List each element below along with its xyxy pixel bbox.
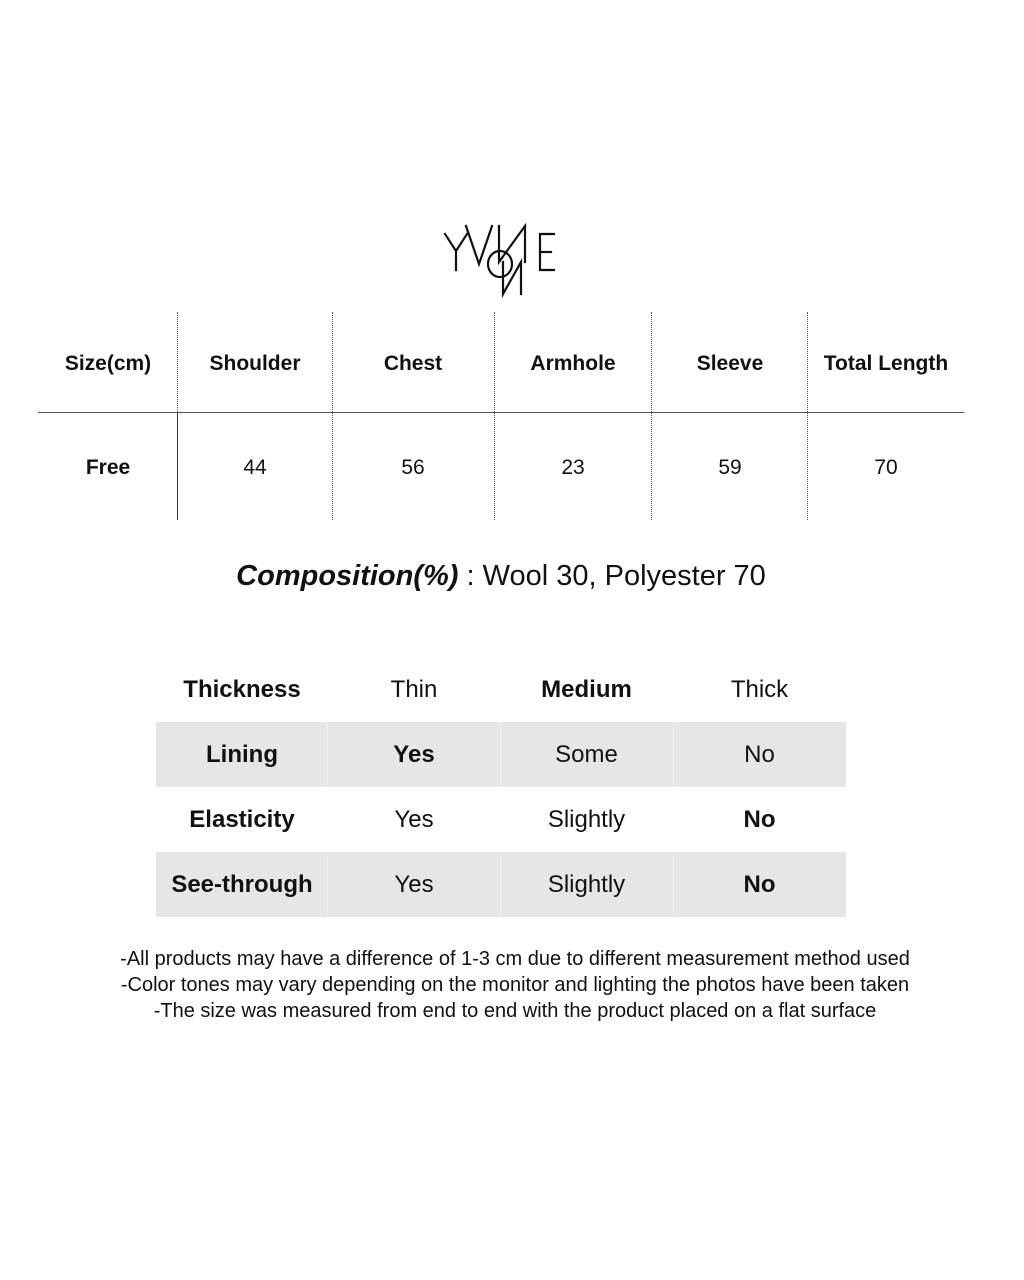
note-line: -The size was measured from end to end with the product placed on a flat surface [153, 1000, 877, 1022]
fabric-row-thickness [156, 657, 846, 722]
fabric-row-elasticity [156, 787, 846, 852]
size-value-size: Free [85, 456, 131, 479]
fabric-option: No [744, 740, 775, 768]
note-line: -Color tones may vary depending on the monitor and lighting the photos have been taken [120, 974, 910, 996]
composition-line [0, 560, 1002, 593]
size-header-chest: Chest [383, 352, 443, 375]
fabric-row-label: Thickness [183, 675, 301, 703]
size-header-shoulder: Shoulder [209, 352, 301, 375]
fabric-option: Yes [394, 870, 434, 898]
fabric-row-label: See-through [171, 870, 313, 898]
fabric-row-lining [156, 722, 846, 787]
size-value-sleeve: 59 [718, 456, 742, 479]
brand-logo-mark [440, 218, 564, 300]
fabric-option: Thin [390, 675, 438, 703]
brand-logo [440, 218, 564, 300]
size-header-size: Size(cm) [64, 352, 152, 375]
size-table-dotted-divider [332, 312, 333, 520]
fabric-option-selected: Medium [541, 675, 632, 703]
size-table-dotted-divider [651, 312, 652, 520]
fabric-option: Thick [730, 675, 789, 703]
size-value-shoulder: 44 [243, 456, 267, 479]
fabric-row-see-through [156, 852, 846, 917]
fabric-option-selected: No [743, 805, 776, 833]
fabric-row-label: Lining [206, 740, 278, 768]
size-value-chest: 56 [401, 456, 425, 479]
size-table [38, 312, 964, 520]
size-table-dotted-divider [807, 312, 808, 520]
composition-label: Composition(%) [236, 560, 459, 592]
fabric-option: Slightly [547, 870, 626, 898]
size-table-dotted-divider [177, 312, 178, 412]
composition-value: Wool 30, Polyester 70 [482, 560, 766, 592]
fabric-option-selected: No [743, 870, 776, 898]
size-header-armhole: Armhole [530, 352, 616, 375]
size-table-dotted-divider [494, 312, 495, 520]
fabric-option: Yes [394, 805, 434, 833]
fabric-option-selected: Yes [393, 740, 435, 768]
fabric-option: Slightly [547, 805, 626, 833]
composition-separator: : [458, 560, 483, 592]
size-notes [0, 946, 1024, 1024]
size-value-armhole: 23 [561, 456, 585, 479]
fabric-row-label: Elasticity [189, 805, 295, 833]
size-header-total-length: Total Length [823, 352, 949, 375]
fabric-properties-table [156, 657, 846, 917]
size-header-sleeve: Sleeve [696, 352, 764, 375]
size-table-first-column-divider [177, 412, 178, 520]
note-line: -All products may have a difference of 1-3 cm due to different measurement method used [120, 948, 910, 970]
fabric-option: Some [555, 740, 618, 768]
size-value-total-length: 70 [874, 456, 898, 479]
